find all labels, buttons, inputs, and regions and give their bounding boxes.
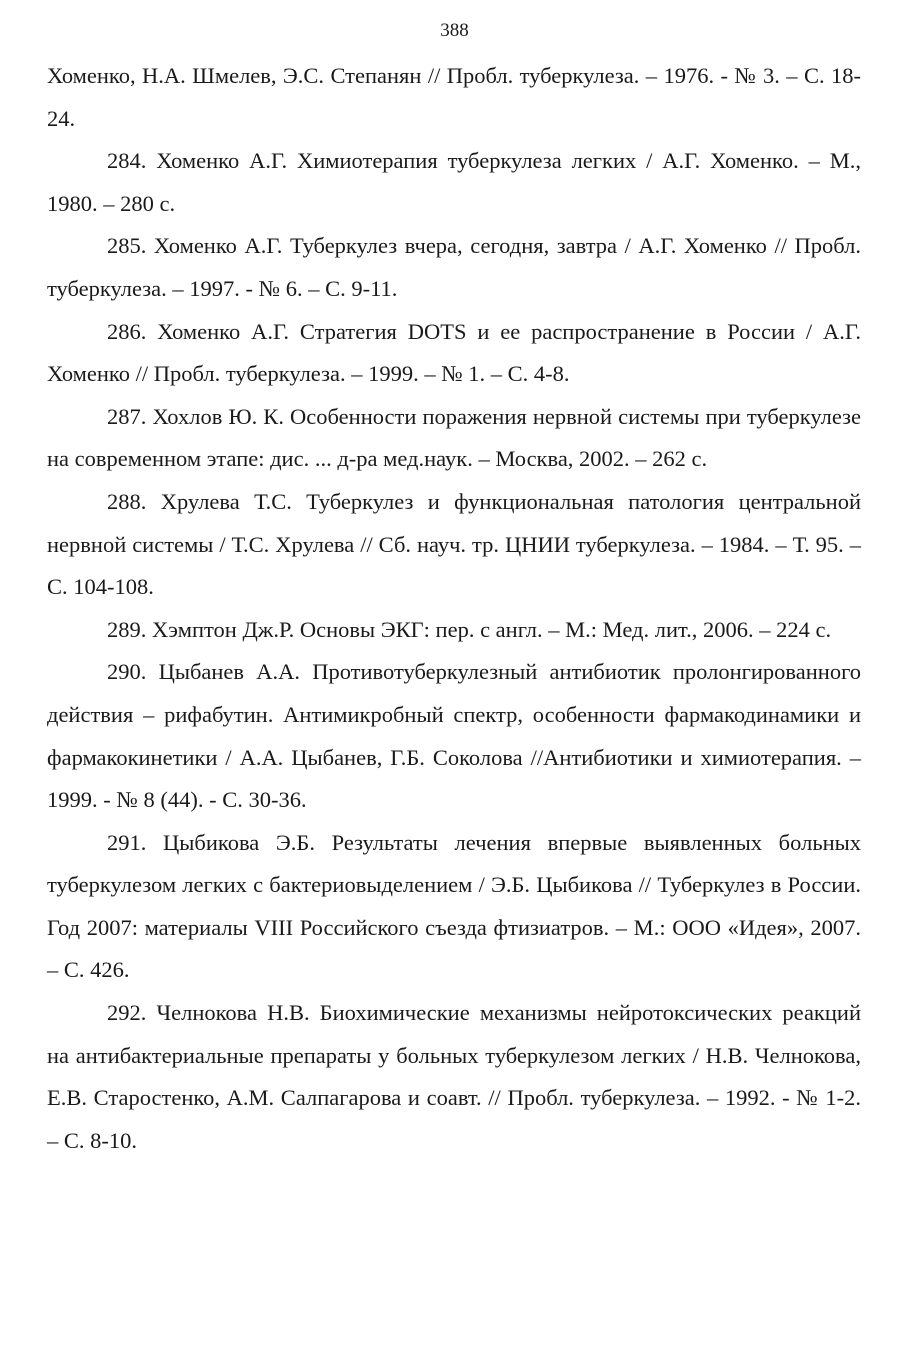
reference-287: 287. Хохлов Ю. К. Особенности поражения нервной системы при туберкулезе на современном этапе: дис. ... д-ра мед.наук. – Москва, 2002. – 262 с.	[47, 403, 861, 472]
reference-284: 284. Хоменко А.Г. Химиотерапия туберкулеза легких / А.Г. Хоменко. – М., 1980. – 280 с.	[47, 148, 861, 216]
reference-288: 288. Хрулева Т.С. Туберкулез и функциональная патология центральной нервной системы / Т.С. Хрулева // Сб. науч. тр. ЦНИИ туберкулеза. – 1984. – Т. 95. – С. 104-108.	[47, 488, 861, 600]
reference-289: 289. Хэмптон Дж.Р. Основы ЭКГ: пер. с англ. – М.: Мед. лит., 2006. – 224 с.	[107, 616, 832, 642]
reference-286: 286. Хоменко А.Г. Стратегия DOTS и ее распространение в России / А.Г. Хоменко // Пробл. туберкулеза. – 1999. – № 1. – С. 4-8.	[47, 318, 861, 387]
reference-285: 285. Хоменко А.Г. Туберкулез вчера, сегодня, завтра / А.Г. Хоменко // Пробл. туберкулеза. – 1997. - № 6. – С. 9-11.	[47, 233, 861, 301]
reference-292: 292. Челнокова Н.В. Биохимические механизмы нейротоксических реакций на антибактериальные препараты у больных туберкулезом легких / Н.В. Челнокова, Е.В. Старостенко, А.М. Салпагарова и соавт. // Пробл. туберкулеза. – 1992. - № 1-2. – С. 8-10.	[47, 1000, 861, 1153]
reference-291: 291. Цыбикова Э.Б. Результаты лечения впервые выявленных больных туберкулезом легких с бактериовыделением / Э.Б. Цыбикова // Туберкулез в России. Год 2007: материалы VIII Российского съезда фтизиатров. – М.: ООО «Идея», 2007. – С. 426.	[47, 829, 861, 983]
reference-continuation: Хоменко, Н.А. Шмелев, Э.С. Степанян // Пробл. туберкулеза. – 1976. - № 3. – С. 18-24.	[47, 63, 861, 131]
page-number: 388	[440, 20, 469, 41]
reference-list	[47, 55, 861, 1162]
reference-290: 290. Цыбанев А.А. Противотуберкулезный антибиотик пролонгированного действия – рифабутин. Антимикробный спектр, особенности фармакодинамики и фармакокинетики / А.А. Цыбанев, Г.Б. Соколова //Антибиотики и химиотерапия. – 1999. - № 8 (44). - С. 30-36.	[47, 659, 861, 813]
